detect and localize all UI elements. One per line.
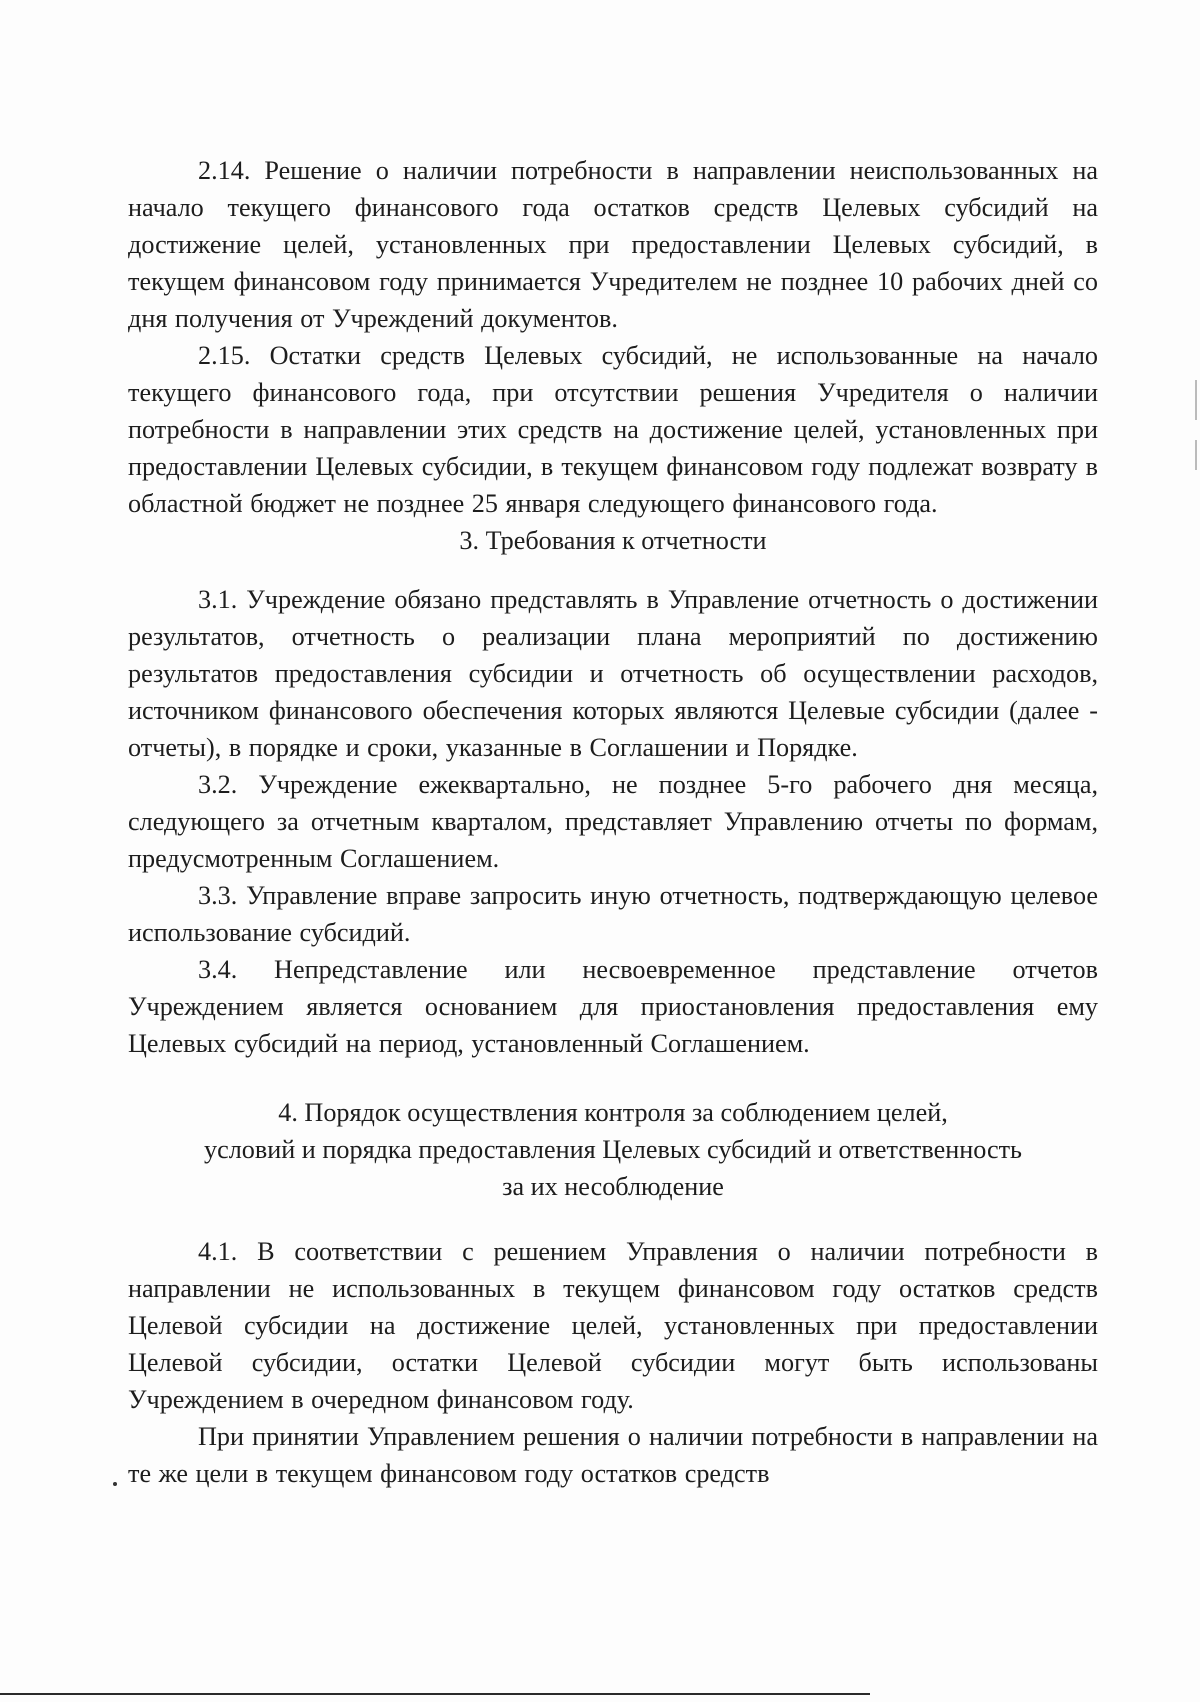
section-4-title-line: 4. Порядок осуществления контроля за соблюдением целей, xyxy=(278,1098,948,1127)
section-4-title-line: за их несоблюдение xyxy=(502,1172,724,1201)
paragraph-3-4: 3.4. Непредставление или несвоевременное представление отчетов Учреждением является основанием для приостановления предоставления ему Целевых субсидий на период, установленный Соглашением. xyxy=(128,955,1098,1058)
paragraph-4-1: 4.1. В соответствии с решением Управления о наличии потребности в направлении не использованных в текущем финансовом году остатков средств Целевой субсидии на достижение целей, установленных при предоставлении Целевой субсидии, остатки Целевой субсидии могут быть использованы Учреждением в очередном финансовом году. xyxy=(128,1237,1098,1414)
scan-edge-mark xyxy=(1195,380,1197,420)
scan-speck xyxy=(113,1482,117,1486)
paragraph-4-1-continued: При принятии Управлением решения о наличии потребности в направлении на те же цели в текущем финансовом году остатков средств xyxy=(128,1422,1098,1488)
paragraph-3-2: 3.2. Учреждение ежеквартально, не позднее 5-го рабочего дня месяца, следующего за отчетным кварталом, представляет Управлению отчеты по формам, предусмотренным Соглашением. xyxy=(128,770,1098,873)
scan-bottom-line xyxy=(0,1693,870,1695)
section-4-title xyxy=(128,1094,1098,1205)
scan-edge-mark xyxy=(1195,440,1197,470)
section-4-title-line: условий и порядка предоставления Целевых субсидий и ответственность xyxy=(203,1135,1022,1164)
paragraph-2-14: 2.14. Решение о наличии потребности в направлении неиспользованных на начало текущего финансового года остатков средств Целевых субсидий на достижение целей, установленных при предоставлении Целевых субсидий, в текущем финансовом году принимается Учредителем не позднее 10 рабочих дней со дня получения от Учреждений документов. xyxy=(128,156,1098,333)
section-3-title: 3. Требования к отчетности xyxy=(459,526,767,555)
paragraph-3-3: 3.3. Управление вправе запросить иную отчетность, подтверждающую целевое использование субсидий. xyxy=(128,881,1098,947)
document-body xyxy=(128,152,1098,1492)
paragraph-2-15: 2.15. Остатки средств Целевых субсидий, не использованные на начало текущего финансового года, при отсутствии решения Учредителя о наличии потребности в направлении этих средств на достижение целей, установленных при предоставлении Целевых субсидии, в текущем финансовом году подлежат возврату в областной бюджет не позднее 25 января следующего финансового года. xyxy=(128,341,1098,518)
paragraph-3-1: 3.1. Учреждение обязано представлять в Управление отчетность о достижении результатов, отчетность о реализации плана мероприятий по достижению результатов предоставления субсидии и отчетность об осуществлении расходов, источником финансового обеспечения которых являются Целевые субсидии (далее - отчеты), в порядке и сроки, указанные в Соглашении и Порядке. xyxy=(128,585,1098,762)
